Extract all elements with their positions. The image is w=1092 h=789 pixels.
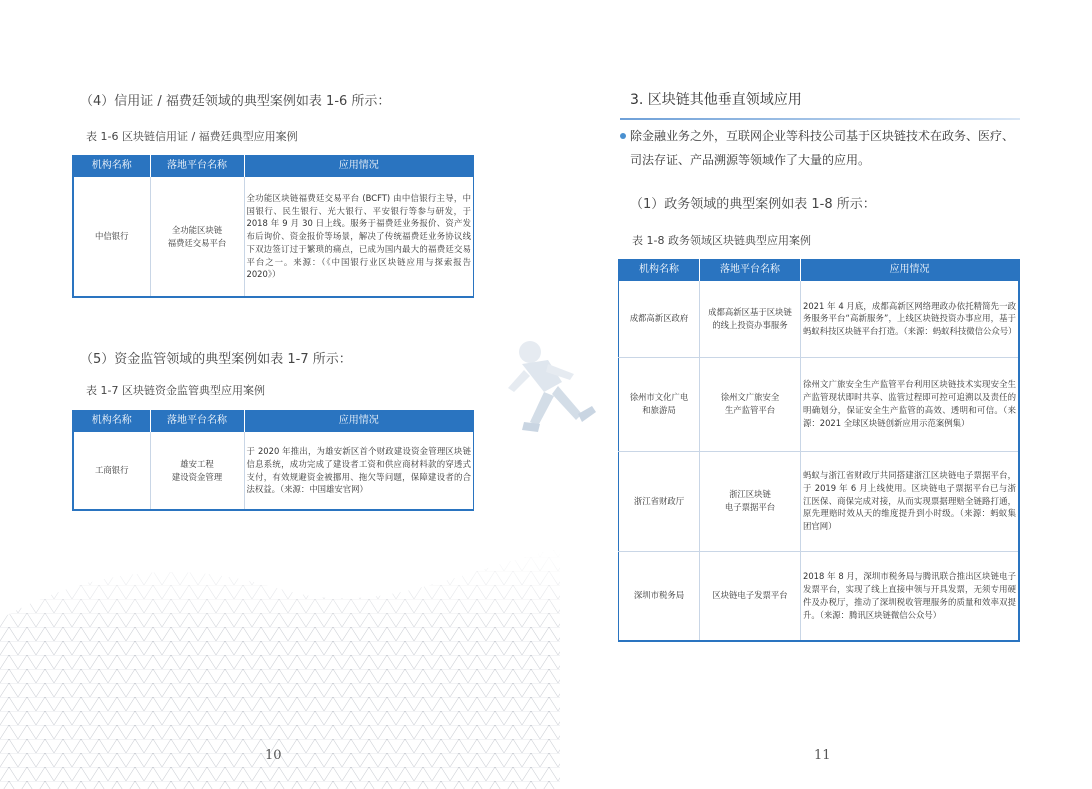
- application-cell: 于 2020 年推出，为雄安新区首个财政建设资金管理区块链信息系统，成功完成了建设者工资和供应商材料款的穿透式支付，有效规避资金被挪用、拖欠等问题，保障建设者的合法权益。（来源：中国雄安官网）: [246, 445, 471, 495]
- table-1-8-caption: 表 1-8 政务领域区块链典型应用案例: [632, 234, 811, 247]
- org-cell: 深圳市税务局: [619, 551, 700, 641]
- heading-credit-forfaiting: （4）信用证 / 福费廷领域的典型案例如表 1-6 所示：: [80, 94, 391, 109]
- platform-cell: 区块链电子发票平台: [700, 551, 801, 641]
- right-page: [546, 0, 1092, 789]
- table-row: [619, 281, 1020, 357]
- table-row: [619, 451, 1020, 551]
- section-title-underline: [620, 118, 1020, 120]
- platform-cell: 浙江区块链 电子票据平台: [700, 451, 801, 551]
- table-header-application: 应用情况: [801, 259, 1020, 281]
- table-1-7-caption: 表 1-7 区块链资金监管典型应用案例: [86, 384, 265, 397]
- table-header-platform: 落地平台名称: [700, 259, 801, 281]
- org-cell: 工商银行: [73, 432, 150, 510]
- application-cell: 徐州文广旅安全生产监管平台利用区块链技术实现安全生产监管现状即时共享、监管过程即可控可追溯以及责任的明确划分，保证安全生产监管的高效、透明和可信。（来源：2021 全球区块链创新应用示范案例集）: [801, 357, 1020, 451]
- table-1-8: [618, 259, 1020, 642]
- table-header-org: 机构名称: [73, 155, 150, 177]
- intro-paragraph: 除金融业务之外，互联网企业等科技公司基于区块链技术在政务、医疗、司法存证、产品溯源等领域作了大量的应用。: [630, 129, 1015, 167]
- platform-cell: 徐州文广旅安全 生产监管平台: [700, 357, 801, 451]
- heading-government: （1）政务领域的典型案例如表 1-8 所示：: [630, 197, 876, 212]
- table-header-platform: 落地平台名称: [150, 155, 244, 177]
- table-1-7: [72, 410, 474, 511]
- heading-fund-supervision: （5）资金监管领域的典型案例如表 1-7 所示：: [80, 352, 352, 367]
- platform-cell: 成都高新区基于区块链 的线上投资办事服务: [700, 281, 801, 357]
- table-header-application: 应用情况: [244, 410, 474, 432]
- page-number-left: 10: [265, 748, 282, 763]
- org-cell: 中信银行: [73, 177, 150, 297]
- application-cell: 2018 年 8 月，深圳市税务局与腾讯联合推出区块链电子发票平台，实现了线上直接申领与开具发票，无须专用硬件及办税厅，推动了深圳税收管理服务的质量和效率双提升。（来源：腾讯区块链微信公众号）: [803, 571, 1016, 620]
- application-cell: 全功能区块链福费廷交易平台 (BCFT) 由中信银行主导，中国银行、民生银行、光大银行、平安银行等参与研发，于 2018 年 9 月 30 日上线。服务于福费廷业务报价、资产发布后询价、资金报价等场景，解决了传统福费廷业务协议线下双边签订过于繁琐的痛点，已成为国内最大的福费廷交易平台之一。来源：（《中国银行业区块链应用与探索报告 2020》）: [246, 192, 471, 280]
- page-number-right: 11: [814, 748, 831, 763]
- platform-cell: 全功能区块链 福费廷交易平台: [150, 177, 244, 297]
- table-1-6: [72, 155, 474, 298]
- section-title: 3. 区块链其他垂直领域应用: [630, 92, 802, 108]
- table-header-org: 机构名称: [619, 259, 700, 281]
- table-1-6-caption: 表 1-6 区块链信用证 / 福费廷典型应用案例: [86, 130, 298, 143]
- platform-cell: 雄安工程 建设资金管理: [150, 432, 244, 510]
- table-header-application: 应用情况: [244, 155, 474, 177]
- table-row: [73, 432, 474, 510]
- table-header-platform: 落地平台名称: [150, 410, 244, 432]
- table-row: [619, 357, 1020, 451]
- application-cell: 2021 年 4 月底，成都高新区网络理政办依托精简先一政务服务平台“高新服务”，上线区块链投资办事应用，基于蚂蚁科技区块链平台打造。（来源：蚂蚁科技微信公众号）: [801, 281, 1020, 357]
- org-cell: 成都高新区政府: [619, 281, 700, 357]
- table-header-org: 机构名称: [73, 410, 150, 432]
- application-cell: 蚂蚁与浙江省财政厅共同搭建浙江区块链电子票据平台，于 2019 年 6 月上线使用。区块链电子票据平台已与浙江医保、商保完成对接，从而实现票据理赔全链路打通，原先理赔时效从天的维度提升到小时级。（来源：蚂蚁集团官网）: [801, 451, 1020, 551]
- table-row: [73, 177, 474, 297]
- bullet-dot-icon: [620, 133, 626, 139]
- table-row: [619, 551, 1020, 641]
- org-cell: 徐州市文化广电 和旅游局: [619, 357, 700, 451]
- org-cell: 浙江省财政厅: [619, 451, 700, 551]
